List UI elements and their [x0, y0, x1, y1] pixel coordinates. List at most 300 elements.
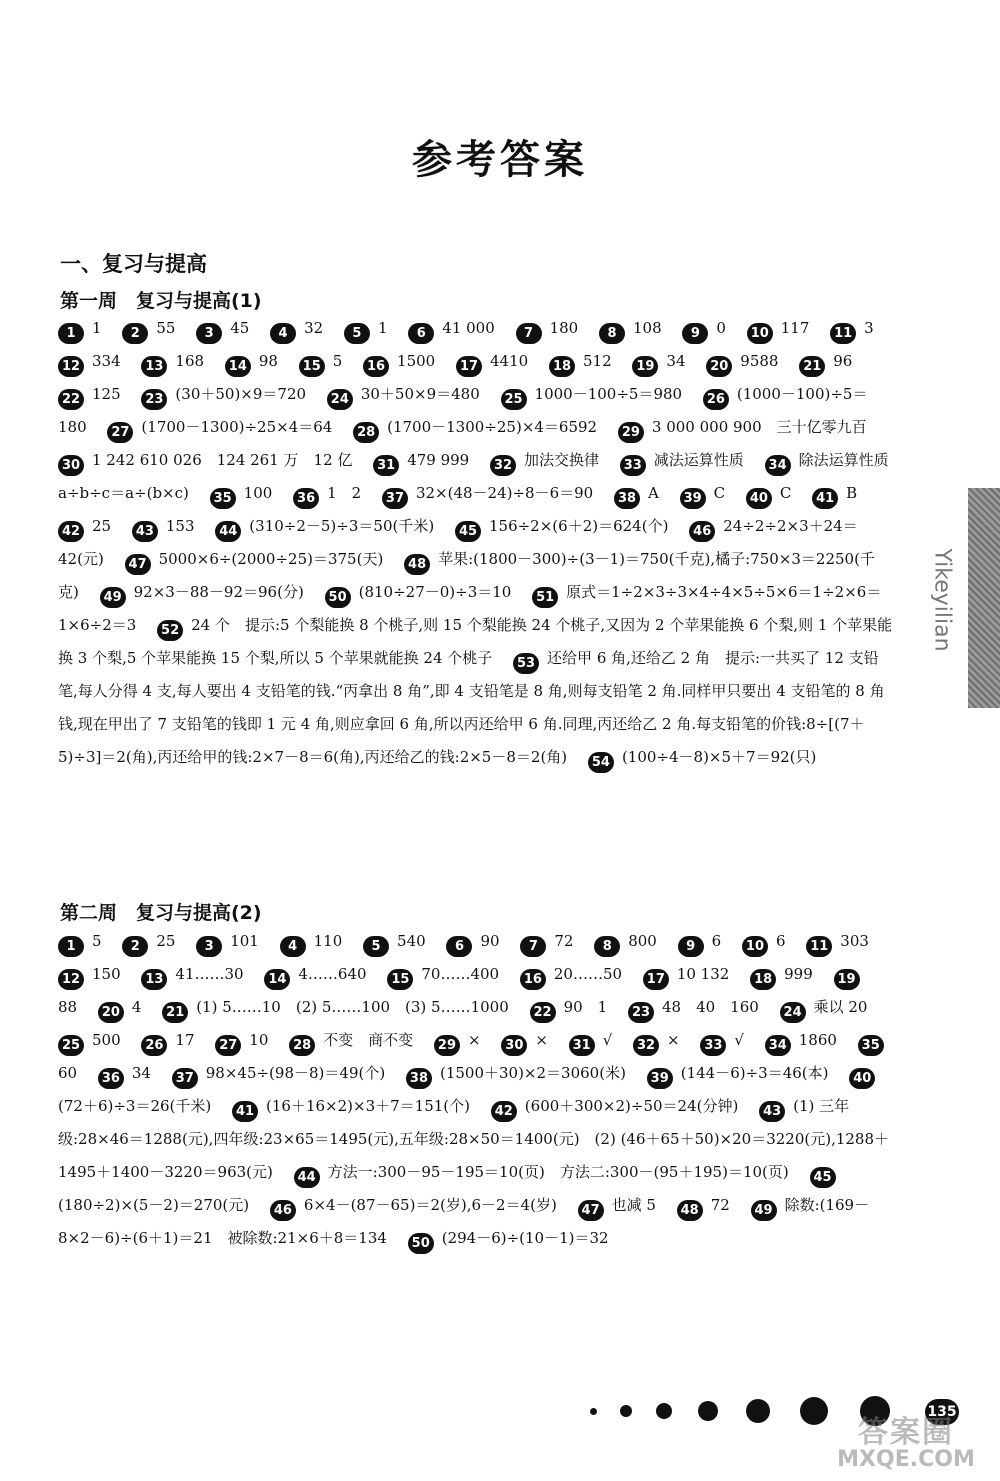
answer-text: 4410: [490, 352, 529, 370]
answer-text: ×: [667, 1031, 680, 1049]
answer-item: [491, 1097, 739, 1119]
answer-item: [549, 352, 612, 374]
answer-item: [280, 932, 343, 954]
answer-item: [363, 352, 436, 374]
answer-number-badge: 44: [294, 1167, 320, 1188]
answer-number-badge: 10: [742, 936, 768, 957]
answer-text: (30＋50)×9＝720: [175, 385, 307, 403]
answer-text: 20……50: [553, 965, 623, 983]
answer-item: [58, 352, 121, 374]
answer-text: 1 2: [327, 484, 362, 502]
answer-text: (310÷2－5)÷3＝50(千米): [249, 517, 435, 535]
answer-text: 92×3－88－92＝96(分): [133, 583, 304, 601]
answer-number-badge: 37: [172, 1068, 198, 1089]
answer-item: [141, 965, 244, 987]
answer-text: 5: [92, 932, 102, 950]
answer-number-badge: 46: [270, 1200, 296, 1221]
week-1-title: 第一周 复习与提高(1): [60, 290, 262, 312]
answer-number-badge: 10: [747, 323, 773, 344]
answer-number-badge: 36: [293, 488, 319, 509]
answer-number-badge: 27: [215, 1035, 241, 1056]
answer-text: 6×4－(87－65)＝2(岁),6－2＝4(岁): [303, 1196, 557, 1214]
answer-text: 334: [92, 352, 121, 370]
answer-text: 30＋50×9＝480: [360, 385, 480, 403]
answer-number-badge: 17: [456, 356, 482, 377]
answer-item: [382, 484, 594, 506]
answer-number-badge: 19: [834, 969, 860, 990]
answer-text: 1 242 610 026 124 261 万 12 亿: [92, 451, 353, 469]
answer-number-badge: 8: [599, 323, 625, 344]
side-tab-decoration: [968, 488, 1000, 708]
answer-number-badge: 8: [594, 936, 620, 957]
answer-number-badge: 27: [107, 422, 133, 443]
answer-text: 125: [92, 385, 121, 403]
answer-number-badge: 2: [122, 936, 148, 957]
page-title: 参考答案: [412, 137, 588, 183]
answer-number-badge: 1: [58, 936, 84, 957]
answer-text: 500: [92, 1031, 121, 1049]
answer-number-badge: 54: [588, 752, 614, 773]
answer-item: [799, 352, 853, 374]
answer-number-badge: 23: [141, 389, 167, 410]
side-brand-text: Yikeyilian: [929, 548, 955, 652]
answer-number-badge: 33: [620, 455, 646, 476]
answer-number-badge: 30: [501, 1035, 527, 1056]
answer-item: [742, 932, 786, 954]
answer-item: [373, 451, 470, 473]
footer-dot: [656, 1403, 672, 1419]
answer-number-badge: 47: [578, 1200, 604, 1221]
answer-item: [628, 998, 759, 1020]
answer-text: 180: [549, 319, 579, 337]
answer-item: [520, 932, 574, 954]
answer-number-badge: 42: [58, 521, 84, 542]
answer-text: 原式＝1÷2×3÷3×4÷4×5÷5×6＝1÷2×6＝1×6÷2＝3: [58, 583, 882, 634]
answer-number-badge: 26: [141, 1035, 167, 1056]
answer-number-badge: 16: [520, 969, 546, 990]
answer-item: [58, 1031, 121, 1053]
answer-number-badge: 48: [677, 1200, 703, 1221]
answer-text: (810÷27－0)÷3＝10: [358, 583, 512, 601]
answer-text: 800: [628, 932, 657, 950]
answer-text: 110: [313, 932, 343, 950]
answer-text: (100÷4－8)×5＋7＝92(只): [621, 748, 817, 766]
answer-text: 999: [784, 965, 813, 983]
answer-item: [446, 932, 500, 954]
answer-text: 5: [332, 352, 343, 370]
answer-item: [678, 932, 722, 954]
answer-text: 41 000: [442, 319, 495, 337]
answer-text: 10: [249, 1031, 269, 1049]
answer-text: (1000－100)÷5＝180: [58, 385, 868, 436]
answer-item: [812, 484, 858, 506]
answer-item: [747, 319, 810, 341]
answer-item: [633, 1031, 680, 1053]
answer-item: [614, 484, 659, 506]
answer-number-badge: 39: [680, 488, 706, 509]
answer-number-badge: 36: [98, 1068, 124, 1089]
answer-item: [594, 932, 657, 954]
answer-text: 乘以 20: [813, 998, 868, 1016]
answer-number-badge: 5: [344, 323, 370, 344]
week-2-answers: [58, 925, 894, 1255]
answer-item: [225, 352, 278, 374]
answer-text: 3 000 000 900 三十亿零九百: [651, 418, 867, 436]
answer-number-badge: 29: [434, 1035, 460, 1056]
answer-text: (294－6)÷(10－1)＝32: [441, 1229, 609, 1247]
answer-number-badge: 40: [849, 1068, 875, 1089]
answer-number-badge: 38: [614, 488, 640, 509]
answer-item: [141, 352, 205, 374]
answer-number-badge: 31: [373, 455, 399, 476]
answer-item: [293, 484, 362, 506]
answer-item: [58, 965, 121, 987]
answer-text: 减法运算性质: [653, 451, 744, 469]
answer-number-badge: 7: [516, 323, 542, 344]
answer-number-badge: 4: [270, 323, 296, 344]
answer-item: [107, 418, 333, 440]
answer-text: 34: [666, 352, 686, 370]
answer-text: 除法运算性质 a÷b÷c＝a÷(b×c): [58, 451, 904, 502]
answer-item: [408, 319, 495, 341]
answer-number-badge: 46: [689, 521, 715, 542]
answer-item: [490, 451, 600, 473]
answer-number-badge: 47: [125, 554, 151, 575]
answer-number-badge: 24: [780, 1002, 806, 1023]
answer-number-badge: 50: [325, 587, 351, 608]
answer-item: [122, 932, 176, 954]
answer-text: 除数:(169－8×2－6)÷(6＋1)＝21 被除数:21×6＋8＝134: [58, 1196, 870, 1247]
answer-item: [294, 1163, 789, 1185]
answer-text: A: [648, 484, 659, 502]
answer-text: 加法交换律: [524, 451, 600, 469]
answer-number-badge: 15: [387, 969, 413, 990]
answer-text: 512: [582, 352, 612, 370]
answer-number-badge: 3: [196, 936, 222, 957]
answer-number-badge: 11: [806, 936, 832, 957]
answer-item: [501, 1031, 548, 1053]
answer-text: (600＋300×2)÷50＝24(分钟): [524, 1097, 739, 1115]
answer-number-badge: 13: [141, 969, 167, 990]
answer-item: [682, 319, 726, 341]
answer-number-badge: 3: [196, 323, 222, 344]
answer-text: (1500＋30)×2＝3060(米): [439, 1064, 626, 1082]
answer-item: [680, 484, 726, 506]
answer-text: C: [779, 484, 792, 502]
answer-item: [122, 319, 176, 341]
answer-text: 1: [377, 319, 388, 337]
week-1-answers: [58, 312, 904, 774]
answer-text: ×: [467, 1031, 481, 1049]
answer-text: 98: [258, 352, 278, 370]
answer-text: 6: [775, 932, 786, 950]
answer-number-badge: 28: [353, 422, 379, 443]
answer-text: (16＋16×2)×3＋7＝151(个): [266, 1097, 471, 1115]
answer-number-badge: 50: [408, 1233, 434, 1254]
answer-number-badge: 19: [632, 356, 658, 377]
answer-number-badge: 14: [225, 356, 251, 377]
answer-text: 150: [92, 965, 121, 983]
answer-number-badge: 12: [58, 969, 84, 990]
answer-text: 5000×6÷(2000÷25)＝375(天): [158, 550, 384, 568]
answer-item: [100, 583, 304, 605]
answer-number-badge: 45: [810, 1167, 836, 1188]
answer-number-badge: 28: [289, 1035, 315, 1056]
answer-item: [806, 932, 869, 954]
answer-number-badge: 33: [700, 1035, 726, 1056]
answer-item: [344, 319, 388, 341]
answer-text: 90: [480, 932, 500, 950]
answer-number-badge: 53: [513, 653, 539, 674]
answer-number-badge: 31: [569, 1035, 595, 1056]
answer-item: [578, 1196, 656, 1218]
answer-text: 4……640: [298, 965, 367, 983]
answer-text: 72: [554, 932, 574, 950]
answer-number-badge: 7: [520, 936, 546, 957]
answer-text: 34: [131, 1064, 151, 1082]
answer-item: [632, 352, 686, 374]
answer-item: [270, 319, 324, 341]
answer-text: 41……30: [175, 965, 244, 983]
answer-text: 10 132: [676, 965, 730, 983]
answer-text: 方法一:300－95－195＝10(页) 方法二:300－(95＋195)＝10(页): [327, 1163, 789, 1181]
answer-item: [141, 385, 307, 407]
answer-item: [363, 932, 426, 954]
answer-text: 70……400: [421, 965, 500, 983]
answer-item: [516, 319, 579, 341]
answer-text: C: [713, 484, 726, 502]
watermark-top-text: 答案圈: [858, 1415, 954, 1450]
answer-item: [700, 1031, 744, 1053]
answer-item: [456, 352, 529, 374]
answer-text: 90 1: [563, 998, 608, 1016]
answer-item: [58, 319, 102, 341]
answer-text: 24 个 提示:5 个梨能换 8 个桃子,则 15 个梨能换 24 个桃子,又因为 2 个苹果能换 6 个梨,则 1 个苹果能换 3 个梨,5 个苹果能换 15 个梨,所以 5 个苹果就能换 24 个桃子: [58, 616, 893, 667]
answer-number-badge: 22: [530, 1002, 556, 1023]
answer-item: [746, 484, 792, 506]
answer-number-badge: 35: [210, 488, 236, 509]
answer-text: √: [602, 1031, 613, 1049]
answer-number-badge: 45: [455, 521, 481, 542]
answer-text: 9588: [740, 352, 779, 370]
footer-dot: [698, 1401, 718, 1421]
answer-number-badge: 20: [706, 356, 732, 377]
answer-item: [643, 965, 730, 987]
answer-number-badge: 23: [628, 1002, 654, 1023]
answer-number-badge: 15: [299, 356, 325, 377]
answer-text: (144－6)÷3＝46(本): [680, 1064, 829, 1082]
watermark-bottom-text: MXQE.COM: [837, 1447, 975, 1472]
watermark: [826, 1415, 986, 1474]
answer-item: [750, 965, 813, 987]
answer-text: 25: [156, 932, 176, 950]
answer-text: 153: [165, 517, 195, 535]
answer-number-badge: 29: [618, 422, 644, 443]
answer-item: [618, 418, 867, 440]
answer-text: 1: [92, 319, 102, 337]
answer-number-badge: 24: [327, 389, 353, 410]
answer-number-badge: 41: [812, 488, 838, 509]
answer-item: [599, 319, 662, 341]
answer-item: [588, 748, 817, 770]
answer-number-badge: 30: [58, 455, 84, 476]
answer-number-badge: 35: [858, 1035, 884, 1056]
answer-number-badge: 34: [765, 455, 791, 476]
answer-number-badge: 20: [98, 1002, 124, 1023]
answer-item: [172, 1064, 386, 1086]
answer-number-badge: 44: [215, 521, 241, 542]
answer-text: 0: [716, 319, 726, 337]
answer-number-badge: 12: [58, 356, 84, 377]
answer-number-badge: 21: [799, 356, 825, 377]
answer-text: 24÷2÷2×3＋24＝42(元): [58, 517, 858, 568]
answer-item: [520, 965, 623, 987]
answer-item: [58, 451, 353, 473]
answer-number-badge: 43: [759, 1101, 785, 1122]
answer-item: [327, 385, 480, 407]
answer-item: [215, 517, 435, 539]
answer-text: (1) 5……10 (2) 5……100 (3) 5……1000: [196, 998, 509, 1016]
answer-number-badge: 52: [157, 620, 183, 641]
answer-number-badge: 26: [703, 389, 729, 410]
answer-text: 479 999: [407, 451, 470, 469]
answer-text: 32: [304, 319, 324, 337]
answer-text: 303: [840, 932, 869, 950]
chapter-heading: 一、复习与提高: [60, 252, 207, 276]
answer-number-badge: 6: [408, 323, 434, 344]
answer-item: [98, 998, 142, 1020]
answer-text: (1700－1300÷25)×4＝6592: [387, 418, 598, 436]
answer-item: [141, 1031, 195, 1053]
answer-text: 55: [156, 319, 176, 337]
answer-item: [289, 1031, 414, 1053]
answer-item: [196, 932, 259, 954]
answer-text: 4: [131, 998, 142, 1016]
answer-text: (1700－1300)÷25×4＝64: [141, 418, 333, 436]
answer-number-badge: 34: [765, 1035, 791, 1056]
answer-item: [232, 1097, 471, 1119]
answer-number-badge: 37: [382, 488, 408, 509]
answer-item: [530, 998, 608, 1020]
answer-item: [132, 517, 195, 539]
answer-number-badge: 43: [132, 521, 158, 542]
week-2-title: 第二周 复习与提高(2): [60, 902, 262, 924]
answer-item: [270, 1196, 557, 1218]
answer-text: 117: [780, 319, 810, 337]
answer-text: 还给甲 6 角,还给乙 2 角 提示:一共买了 12 支铅笔,每人分得 4 支,每人要出 4 支铅笔的钱.“丙拿出 8 角”,即 4 支铅笔是 8 角,则每支铅笔 2 角.同样甲只要出 4 支铅笔的 8 角钱,现在甲出了 7 支铅笔的钱即 1 元 4 角,则应拿回 6 角,所以丙还给甲 6 角.同理,丙还给乙 2 角.每支铅笔的价钱:8÷[(7＋5)÷3]＝2(角),丙还给甲的钱:2×7－8＝6(角),丙还给乙的钱:2×5－8＝2(角): [58, 649, 885, 766]
answer-item: [98, 1064, 151, 1086]
answer-item: [196, 319, 250, 341]
answer-item: [765, 1031, 837, 1053]
answer-text: 苹果:(1800－300)÷(3－1)＝750(千克),橘子:750×3＝2250(千克): [58, 550, 875, 601]
answer-item: [58, 517, 112, 539]
answer-text: 100: [243, 484, 273, 502]
answer-item: [325, 583, 512, 605]
answer-text: (180÷2)×(5－2)＝270(元): [58, 1196, 250, 1214]
answer-item: [830, 319, 874, 341]
answer-text: 1860: [798, 1031, 837, 1049]
answer-text: 也减 5: [611, 1196, 656, 1214]
answer-item: [353, 418, 598, 440]
answer-text: 不变 商不变: [323, 1031, 414, 1049]
answer-text: 48 40 160: [661, 998, 759, 1016]
answer-number-badge: 48: [404, 554, 430, 575]
answer-text: 101: [230, 932, 259, 950]
answer-text: 96: [833, 352, 853, 370]
answer-number-badge: 25: [501, 389, 527, 410]
answer-text: 540: [397, 932, 426, 950]
answer-item: [620, 451, 744, 473]
answer-text: ×: [535, 1031, 548, 1049]
answer-text: 72: [710, 1196, 730, 1214]
answer-item: [58, 385, 121, 407]
answer-text: 88: [58, 998, 78, 1016]
answer-item: [780, 998, 868, 1020]
answer-number-badge: 42: [491, 1101, 517, 1122]
answer-number-badge: 2: [122, 323, 148, 344]
answer-item: [162, 998, 509, 1020]
answer-number-badge: 5: [363, 936, 389, 957]
answer-item: [387, 965, 500, 987]
page-number: 135: [925, 1399, 959, 1425]
answer-text: 32×(48－24)÷8－6＝90: [415, 484, 594, 502]
answer-item: [406, 1064, 626, 1086]
answer-number-badge: 16: [363, 356, 389, 377]
answer-number-badge: 6: [446, 936, 472, 957]
answer-number-badge: 51: [532, 587, 558, 608]
answer-number-badge: 21: [162, 1002, 188, 1023]
answer-number-badge: 4: [280, 936, 306, 957]
footer-dot: [800, 1397, 828, 1425]
answer-number-badge: 17: [643, 969, 669, 990]
answer-number-badge: 32: [490, 455, 516, 476]
answer-number-badge: 25: [58, 1035, 84, 1056]
answer-text: 3: [864, 319, 874, 337]
answer-item: [58, 932, 102, 954]
answer-item: [434, 1031, 481, 1053]
answer-text: 168: [175, 352, 205, 370]
answer-number-badge: 40: [746, 488, 772, 509]
answer-text: 17: [175, 1031, 195, 1049]
answer-number-badge: 49: [751, 1200, 777, 1221]
answer-number-badge: 13: [141, 356, 167, 377]
answer-item: [125, 550, 384, 572]
answer-number-badge: 1: [58, 323, 84, 344]
answer-text: 1000－100÷5＝980: [534, 385, 683, 403]
footer-dot: [746, 1399, 770, 1423]
answer-item: [408, 1229, 609, 1251]
answer-item: [210, 484, 273, 506]
answer-number-badge: 38: [406, 1068, 432, 1089]
answer-number-badge: 18: [549, 356, 575, 377]
answer-number-badge: 14: [264, 969, 290, 990]
answer-number-badge: 49: [100, 587, 126, 608]
answer-item: [215, 1031, 269, 1053]
answer-item: [569, 1031, 613, 1053]
answer-text: (1) 三年级:28×46＝1288(元),四年级:23×65＝1495(元),五年级:28×50＝1400(元) (2) (46＋65＋50)×20＝3220(元),1288＋1495＋1400－3220＝963(元): [58, 1097, 890, 1181]
answer-number-badge: 9: [682, 323, 708, 344]
answer-number-badge: 18: [750, 969, 776, 990]
answer-text: (72＋6)÷3＝26(千米): [58, 1097, 212, 1115]
answer-text: 98×45÷(98－8)＝49(个): [205, 1064, 386, 1082]
answer-text: 6: [711, 932, 722, 950]
answer-text: 156÷2×(6＋2)＝624(个): [488, 517, 669, 535]
footer-dot: [620, 1405, 632, 1417]
answer-item: [299, 352, 343, 374]
answer-item: [677, 1196, 730, 1218]
answer-text: √: [734, 1031, 744, 1049]
footer-dot: [590, 1408, 597, 1415]
